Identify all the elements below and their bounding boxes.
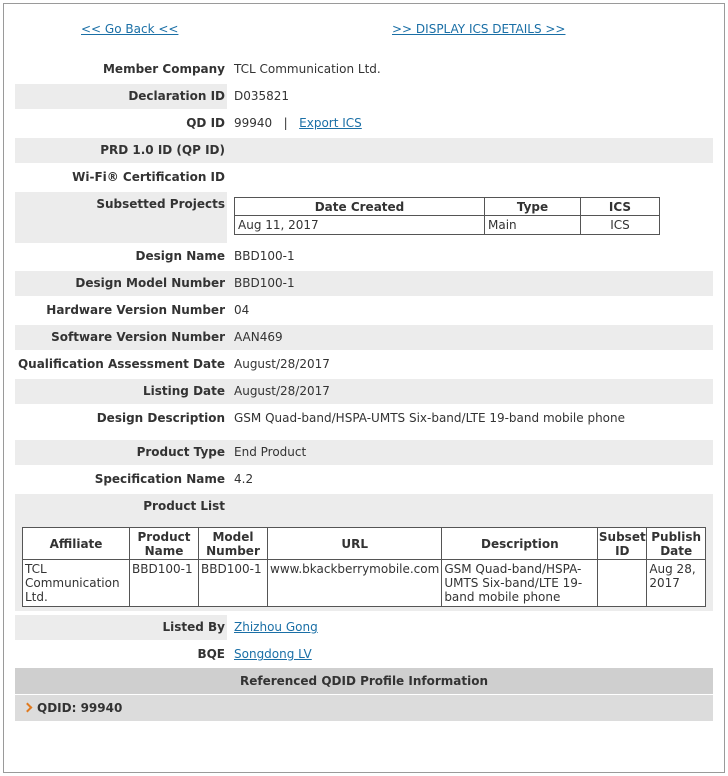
design-name-row [15, 244, 713, 269]
date-created-cell: Aug 11, 2017 [235, 216, 485, 235]
wifi-id-row [15, 165, 713, 190]
col-publish-date: Publish Date [647, 528, 706, 560]
software-version-row [15, 325, 713, 350]
product-type-label: Product Type [136, 445, 225, 459]
affiliate-cell: TCL Communication Ltd. [23, 560, 130, 607]
bqe-label: BQE [197, 647, 225, 661]
design-name-label: Design Name [135, 249, 225, 263]
model-number-cell: BBD100-1 [199, 560, 268, 607]
col-affiliate: Affiliate [23, 528, 130, 560]
url-cell: www.bkackberrymobile.com [268, 560, 442, 607]
col-type: Type [485, 198, 581, 216]
qdid-label: QDID: 99940 [37, 701, 123, 715]
specification-name-value: 4.2 [234, 472, 254, 486]
member-company-row [15, 57, 713, 82]
hardware-version-row [15, 298, 713, 323]
export-ics-link[interactable]: Export ICS [299, 116, 362, 130]
subsetted-projects-table [234, 197, 660, 235]
software-version-label: Software Version Number [51, 330, 225, 344]
design-model-number-label: Design Model Number [75, 276, 225, 290]
declaration-id-value: D035821 [234, 89, 290, 103]
qdid-expander[interactable] [15, 695, 713, 721]
col-ics: ICS [581, 198, 660, 216]
subset-id-cell [598, 560, 647, 607]
declaration-id-row [15, 84, 713, 109]
listed-by-label: Listed By [162, 620, 225, 634]
qd-id-label: QD ID [186, 116, 225, 130]
qd-id-row [15, 111, 713, 136]
ics-link[interactable]: ICS [610, 218, 630, 232]
design-model-number-value: BBD100-1 [234, 276, 295, 290]
declaration-id-label: Declaration ID [128, 89, 225, 103]
prd-id-row [15, 138, 713, 163]
col-url: URL [268, 528, 442, 560]
qualification-date-row [15, 352, 713, 377]
product-list-table [22, 527, 706, 607]
qualification-date-label: Qualification Assessment Date [17, 357, 225, 371]
col-model-number: Model Number [199, 528, 268, 560]
listing-date-value: August/28/2017 [234, 384, 330, 398]
chevron-right-icon [23, 703, 33, 713]
product-type-row [15, 440, 713, 465]
col-date-created: Date Created [235, 198, 485, 216]
product-list-label: Product List [143, 499, 225, 513]
subsetted-projects-label: Subsetted Projects [96, 197, 225, 211]
product-list-row [15, 494, 713, 519]
listing-date-row [15, 379, 713, 404]
col-description: Description [442, 528, 598, 560]
design-description-label: Design Description [96, 411, 225, 425]
design-description-row [15, 406, 713, 436]
member-company-value: TCL Communication Ltd. [234, 62, 381, 76]
software-version-value: AAN469 [234, 330, 283, 344]
table-row [23, 560, 706, 607]
qd-id-separator: | [283, 116, 288, 130]
col-product-name: Product Name [130, 528, 199, 560]
bqe-row [15, 642, 713, 667]
listing-date-label: Listing Date [143, 384, 225, 398]
hardware-version-value: 04 [234, 303, 250, 317]
specification-name-row [15, 467, 713, 492]
design-name-value: BBD100-1 [234, 249, 295, 263]
qd-id-value: 99940 [234, 116, 273, 130]
listed-by-link[interactable]: Zhizhou Gong [234, 620, 318, 634]
table-row [235, 216, 660, 235]
page-frame [3, 3, 725, 773]
hardware-version-label: Hardware Version Number [46, 303, 225, 317]
description-cell: GSM Quad-band/HSPA-UMTS Six-band/LTE 19-band mobile phone [442, 560, 598, 607]
type-cell: Main [485, 216, 581, 235]
referenced-qdid-header: Referenced QDID Profile Information [15, 668, 713, 694]
col-subset-id: Subset ID [598, 529, 646, 558]
wifi-id-label: Wi-Fi® Certification ID [72, 170, 225, 184]
member-company-label: Member Company [102, 62, 225, 76]
publish-date-cell: Aug 28, 2017 [647, 560, 706, 607]
listed-by-row [15, 615, 713, 640]
specification-name-label: Specification Name [94, 472, 225, 486]
prd-id-label: PRD 1.0 ID (QP ID) [100, 143, 225, 157]
go-back-link[interactable]: << Go Back << [81, 22, 179, 36]
qualification-date-value: August/28/2017 [234, 357, 330, 371]
product-name-cell: BBD100-1 [130, 560, 199, 607]
product-type-value: End Product [234, 445, 307, 459]
design-description-value: GSM Quad-band/HSPA-UMTS Six-band/LTE 19-band mobile phone [234, 411, 626, 425]
design-model-number-row [15, 271, 713, 296]
display-ics-details-link[interactable]: >> DISPLAY ICS DETAILS >> [392, 22, 566, 36]
bqe-link[interactable]: Songdong LV [234, 647, 312, 661]
